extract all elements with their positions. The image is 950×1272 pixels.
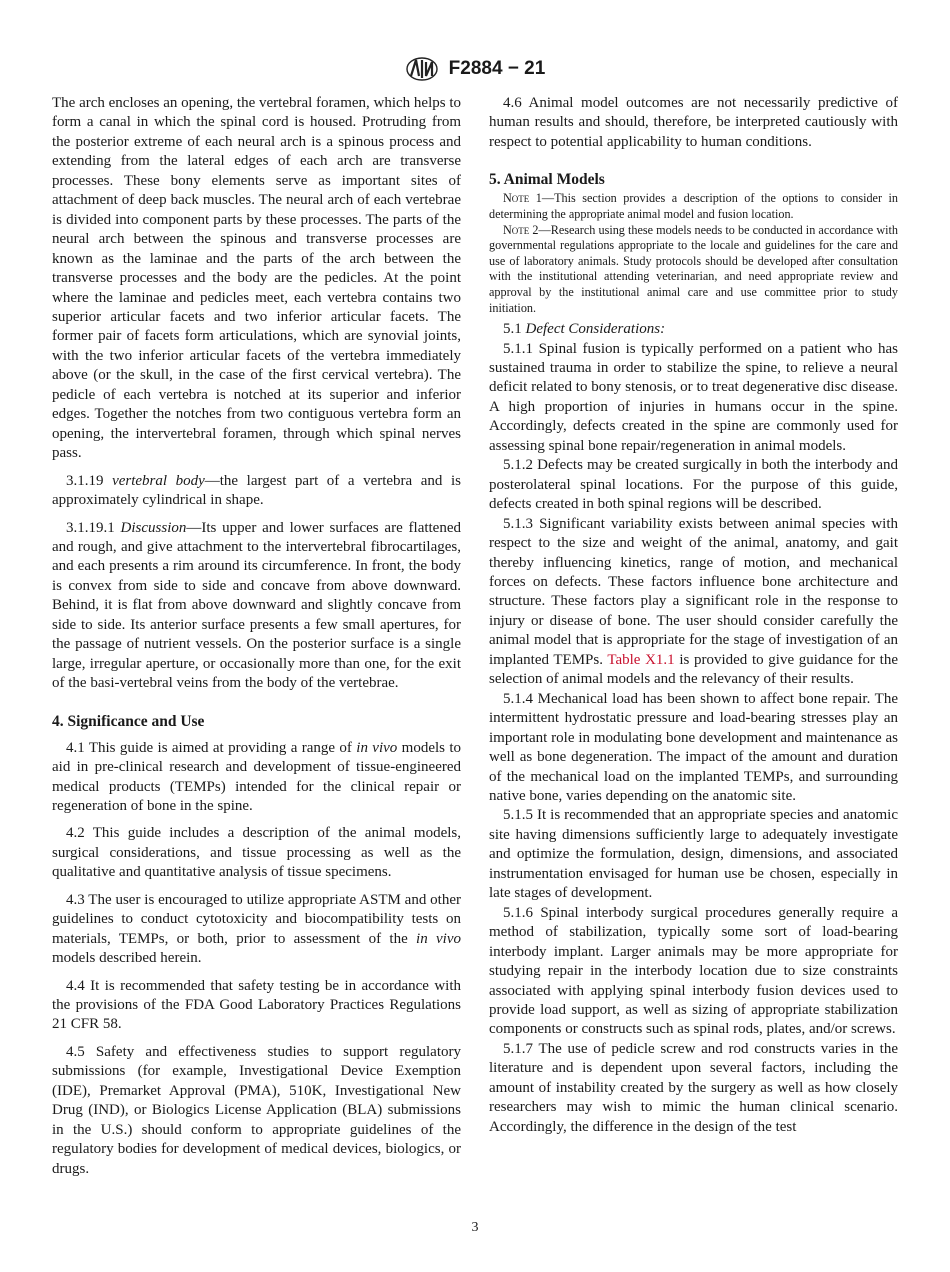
- definition-text: —the largest part of a vertebra and is approximately cylindrical in shape.: [52, 472, 461, 509]
- note-text: 2—Research using these models needs to be conducted in accordance with governmental regulations appropriate to the locale and guidelines for the care and use of laboratory animals. Study protocols should be developed after consultation with the institutional attending veterinarian, and need appropriate review and approval by the institutional animal care and use committee prior to study initiation.: [489, 222, 898, 315]
- page-header: [0, 56, 950, 82]
- page-number: 3: [471, 1220, 479, 1235]
- document-designation: F2884 − 21: [448, 58, 546, 79]
- note-1: [489, 191, 898, 222]
- clause-number: 5.1: [503, 321, 526, 338]
- clause-number: 3.1.19: [66, 472, 113, 489]
- text: 5.1.3 Significant variability exists between animal species with respect to the size and weight of the animal, anatomy, and gait thereby influencing kinetics, range of motion, and mechanical forces on defects. These factors influence bone architecture and structure. These factors play a significant role in the response to injury or disease of bone. The user should consider carefully the animal model that is appropriate for the stage of investigation of an implanted TEMPs.: [489, 515, 898, 668]
- note-2: [489, 223, 898, 317]
- defined-term: vertebral body: [112, 472, 205, 489]
- paragraph-5-1-5: 5.1.5 It is recommended that an appropriate species and anatomic site having dimensions sufficiently large to adequately investigate and optimize the formulation, design, dimensions, and associated instrumentation envisaged for human use be chosen, especially in late stages of development.: [489, 807, 898, 902]
- table-x1-1-link[interactable]: Table X1.1: [607, 651, 675, 668]
- discussion-label: Discussion: [120, 519, 187, 536]
- paragraph-4-5: 4.5 Safety and effectiveness studies to support regulatory submissions (for example, Investigational Device Exemption (IDE), Premarket Approval (PMA), 510K, Investigational New Drug (IND), or Biologics License Application (BLA) submissions in the U.S.) should conform to appropriate guidelines of the regulatory bodies for development of medical devices, biologics, or drugs.: [52, 1043, 461, 1177]
- text: models described herein.: [52, 950, 202, 967]
- note-label: Note: [503, 191, 530, 206]
- astm-logo-icon: [405, 56, 439, 82]
- paragraph-3-1-19-1: [52, 519, 461, 694]
- clause-title: Defect Considerations:: [525, 321, 666, 338]
- text: models to aid in pre-clinical research and development of tissue-engineered medical products (TEMPs) intended for the clinical repair or regeneration of bone in the spine.: [52, 739, 462, 814]
- paragraph-5-1-3: [489, 515, 898, 690]
- italic-text: in vivo: [356, 739, 398, 756]
- note-text: 1—This section provides a description of the options to consider in determining the appropriate animal model and fusion location.: [489, 191, 898, 221]
- paragraph-4-4: 4.4 It is recommended that safety testing be in accordance with the provisions of the FDA Good Laboratory Practices Regulations 21 CFR 58.: [52, 977, 461, 1033]
- paragraph-arch: The arch encloses an opening, the vertebral foramen, which helps to form a canal in which the spinal cord is housed. Protruding from the posterior extreme of each neural arch is a spinous process and extending from the lateral edges of each arch are transverse processes. These bony elements serve as important sites of attachment of deep back muscles. The neural arch of each vertebrae is divided into component parts by these processes. The parts of the neural arch between the spinous and transverse processes are known as the laminae and the parts of the arch between the transverse processes and the body are the pedicles. At the point where the laminae and pedicles meet, each vertebra contains two superior articular facets and two inferior articular facets. The former pair of facets form articulations, which are synovial joints, with the two inferior articular facets of the vertebra immediately above (or the skull, in the case of the first cervical vertebra). The pedicle of each vertebra is notched at its superior and inferior edges. Together the notches from two contiguous vertebra form an opening, the intervertebral foramen, through which spinal nerves pass.: [52, 95, 462, 462]
- paragraph-5-1-4: 5.1.4 Mechanical load has been shown to affect bone repair. The intermittent hydrostatic pressure and load-bearing stresses play an important role in modulating bone development and maintenance as well as bone degeneration. The impact of the amount and duration of the mechanical load on the implanted TEMPs, and surrounding native bone, varies depending on the anatomic site.: [489, 690, 898, 804]
- paragraph-4-1: [52, 739, 461, 817]
- paragraph-4-3: [52, 891, 461, 969]
- text: 4.3 The user is encouraged to utilize appropriate ASTM and other guidelines to conduct cytotoxicity and biocompatibility tests on materials, TEMPs, or both, prior to assessment of the: [52, 891, 461, 947]
- section-4-heading: 4. Significance and Use: [52, 712, 205, 730]
- paragraph-5-1-7: 5.1.7 The use of pedicle screw and rod constructs varies in the literature and is dependent upon several factors, including the amount of instability created by the surgery as well as how closely researchers may wish to mimic the human clinical scenario. Accordingly, the difference in the design of the test: [489, 1040, 898, 1135]
- left-column: [52, 94, 461, 1179]
- note-label: Note: [503, 222, 530, 237]
- discussion-text: —Its upper and lower surfaces are flattened and rough, and give attachment to the intervertebral fibrocartilages, and each presents a rim around its circumference. In front, the body is convex from side to side and concave from above downward. Behind, it is flat from above downward and slightly concave from side to side. Its anterior surface presents a few small apertures, for the passage of nutrient vessels. On the posterior surface is a single large, irregular aperture, or occasionally more than one, for the exit of the basi-vertebral veins from the body of the vertebrae.: [52, 519, 462, 692]
- paragraph-5-1-1: 5.1.1 Spinal fusion is typically performed on a patient who has sustained trauma in order to stabilize the spine, to relieve a neural deficit related to bony stenosis, or to treat degenerative disc disease. A high proportion of injuries in humans occur in the spine. Accordingly, defects created in the spine are commonly used for assessing spinal bone repair/regeneration in animal models.: [489, 340, 898, 454]
- italic-text: in vivo: [416, 930, 462, 947]
- clause-number: 3.1.19.1: [66, 519, 121, 536]
- paragraph-5-1-2: 5.1.2 Defects may be created surgically in both the interbody and posterolateral spinal locations. For the purpose of this guide, defects created in both spinal regions will be described.: [489, 457, 898, 513]
- text: is provided to give guidance for the selection of animal models and the relevancy of their results.: [489, 651, 899, 688]
- paragraph-5-1-6: 5.1.6 Spinal interbody surgical procedures generally require a method of stabilization, typically some sort of load-bearing interbody implant. Larger animals may be more appropriate for studying repair in the interbody location due to size constraints associated with applying spinal interbody fusion devices used to provide load support, as well as sizing of appropriate stabilization components or constructs such as spinal rods, plates, and/or screws.: [489, 904, 898, 1038]
- right-column: [489, 94, 898, 1137]
- text: 4.1 This guide is aimed at providing a range of: [66, 739, 357, 756]
- paragraph-3-1-19: [52, 472, 461, 511]
- paragraph-4-6: 4.6 Animal model outcomes are not necessarily predictive of human results and should, therefore, be interpreted cautiously with respect to potential applicability to human conditions.: [489, 95, 898, 150]
- section-5-heading: 5. Animal Models: [489, 171, 605, 189]
- paragraph-4-2: 4.2 This guide includes a description of the animal models, surgical considerations, and tissue processing as well as the qualitative and quantitative analysis of tissue specimens.: [52, 825, 461, 881]
- paragraph-5-1: [489, 320, 898, 339]
